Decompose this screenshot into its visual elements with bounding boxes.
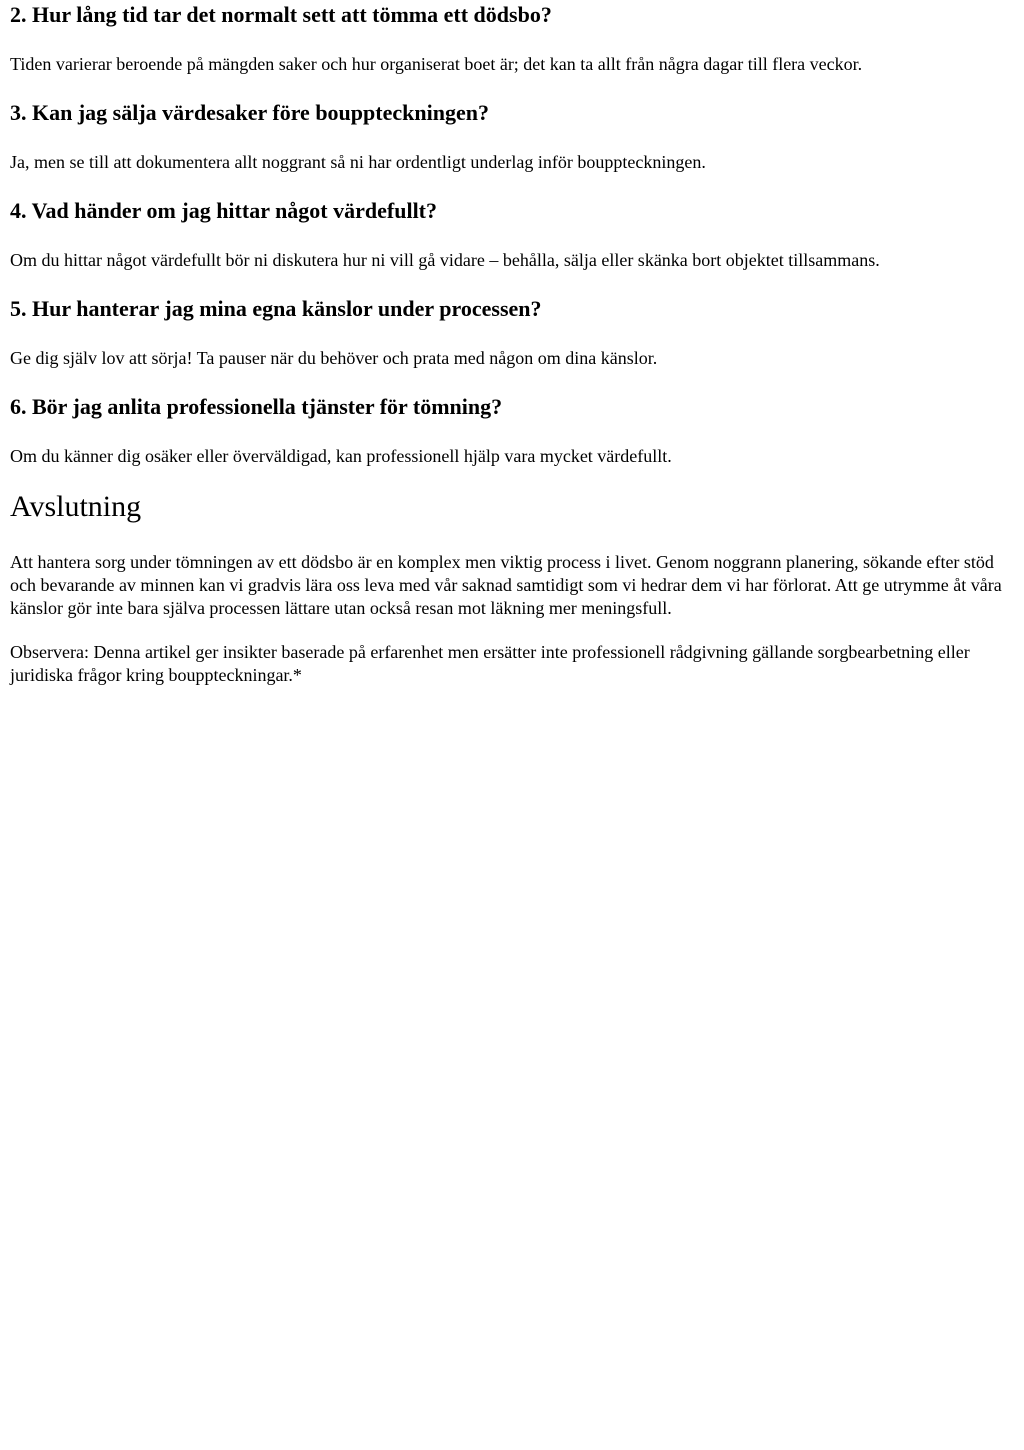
faq-question-3: 3. Kan jag sälja värdesaker före bouppteckningen? — [10, 100, 489, 125]
faq-answer-5: Ge dig själv lov att sörja! Ta pauser när du behöver och prata med någon om dina känslor. — [10, 348, 658, 368]
faq-question-4: 4. Vad händer om jag hittar något värdefullt? — [10, 198, 438, 223]
disclaimer-note: Observera: Denna artikel ger insikter baserade på erfarenhet men ersätter inte professionell rådgivning gällande sorgbearbetning eller juridiska frågor kring bouppteckningar.* — [10, 642, 970, 685]
faq-answer-3: Ja, men se till att dokumentera allt noggrant så ni har ordentligt underlag inför bouppteckningen. — [10, 152, 706, 172]
faq-answer-2: Tiden varierar beroende på mängden saker och hur organiserat boet är; det kan ta allt från några dagar till flera veckor. — [10, 54, 863, 74]
conclusion-heading: Avslutning — [10, 490, 142, 523]
faq-answer-6: Om du känner dig osäker eller överväldigad, kan professionell hjälp vara mycket värdefullt. — [10, 446, 672, 466]
faq-question-5: 5. Hur hanterar jag mina egna känslor under processen? — [10, 296, 542, 321]
article-body — [0, 2, 1024, 687]
faq-question-2: 2. Hur lång tid tar det normalt sett att tömma ett dödsbo? — [10, 2, 552, 27]
faq-answer-4: Om du hittar något värdefullt bör ni diskutera hur ni vill gå vidare – behålla, sälja eller skänka bort objektet tillsammans. — [10, 250, 880, 270]
faq-question-6: 6. Bör jag anlita professionella tjänster för tömning? — [10, 394, 503, 419]
conclusion-paragraph: Att hantera sorg under tömningen av ett dödsbo är en komplex men viktig process i livet. Genom noggrann planering, sökande efter stöd och bevarande av minnen kan vi gradvis lära oss leva med vår saknad samtidigt som vi hedrar dem vi har förlorat. Att ge utrymme åt våra känslor gör inte bara själva processen lättare utan också resan mot läkning mer meningsfull. — [10, 552, 1002, 618]
